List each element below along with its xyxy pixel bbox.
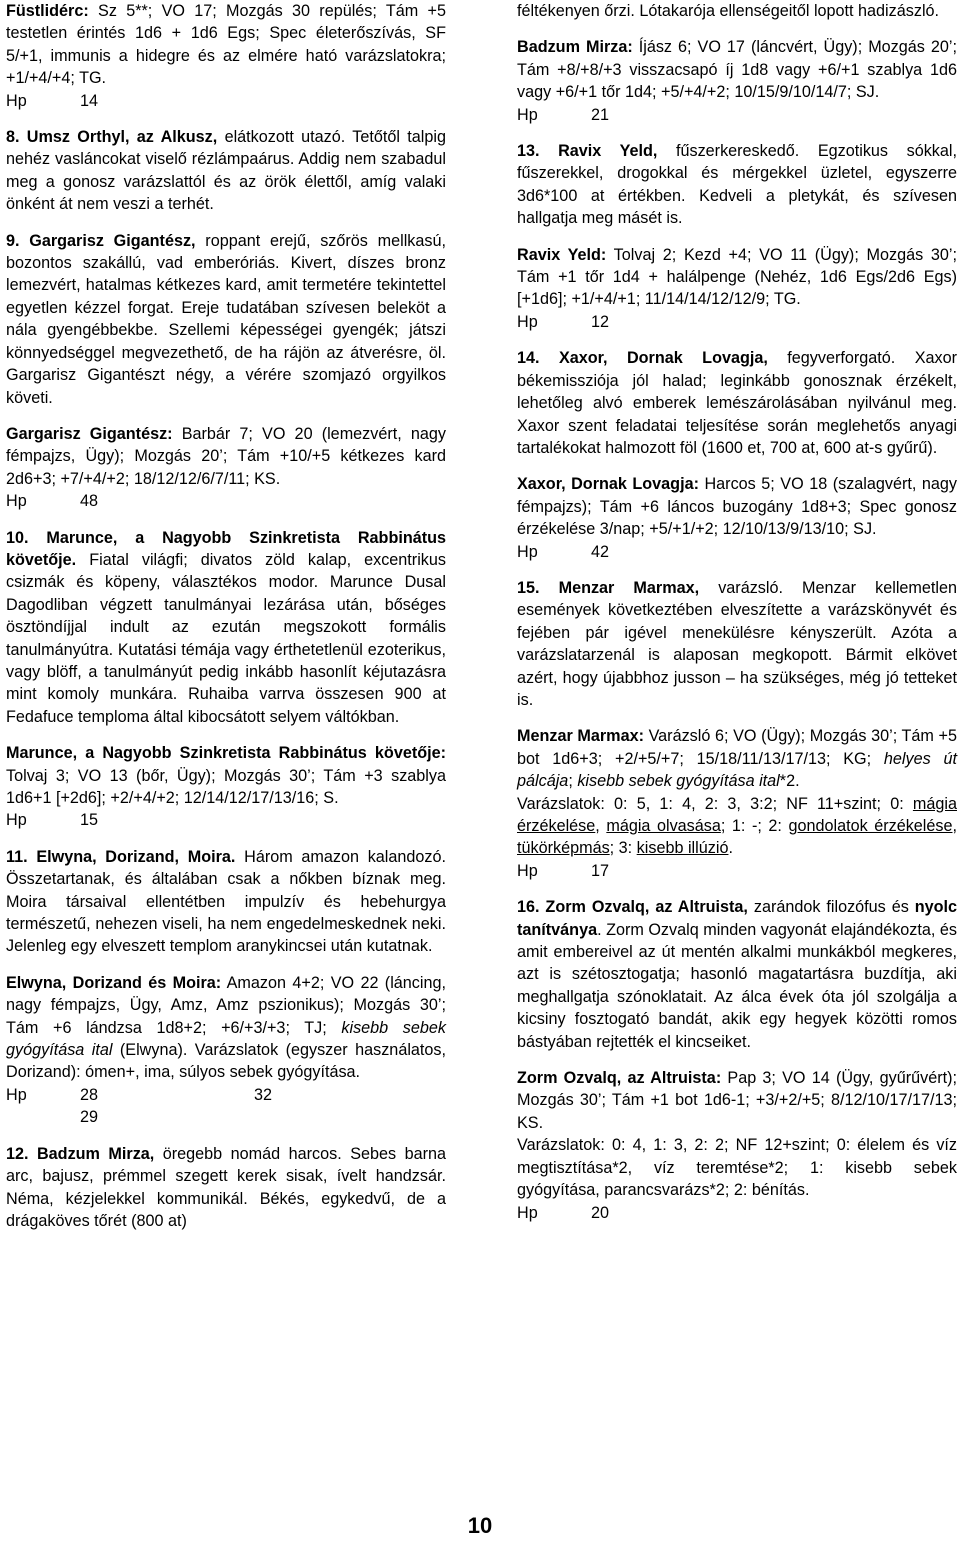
entry-12-continued: féltékenyen őrzi. Lótakarója ellenségeitől lopott hadizászló.: [517, 2, 940, 20]
entry-12: 12. Badzum Mirza, öregebb nomád harcos. Sebes barna arc, bajusz, prémmel szegett kerek sisak, ívelt handzsár. Néma, kézjelekkel kommunikál. Békés, egykedvű, de a drágaköves tőrét (800 at): [6, 1144, 446, 1230]
entry-8: 8. Umsz Orthyl, az Alkusz, elátkozott utazó. Tetőtől talpig nehéz vasláncokat viselő rézlámpaárus. Addig nem szabadul meg a gonosz varázslattól és az örök élettől, amíg valaki önként át nem veszi a terhét.: [6, 128, 446, 214]
hp-line: Hp 17: [517, 861, 610, 880]
hp-line-extra: 29: [80, 1108, 99, 1127]
stat-block-amazons: Elwyna, Dorizand és Moira: Amazon 4+2; VO 22 (láncing, nagy fémpajzs, Ügy, Amz, Amz pszionikus); Mozgás 30’; Tám +6 lándzsa 1d8+2; +6/+3/+3; TJ; kisebb sebek gyógyítása ital (Elwyna). Varázslatok (egyszer használatos, Dorizand): ómen+, ima, súlyos sebek gyógyítása.: [6, 973, 447, 1082]
hp-line: Hp 42: [517, 542, 610, 561]
stat-block-zorm: Zorm Ozvalq, az Altruista: Pap 3; VO 14 (Ügy, gyűrűvért); Mozgás 30’; Tám +1 bot 1d6-1; +3/+2/+5; 8/12/10/17/17/13; KS.: [517, 1069, 957, 1132]
stat-block-menzar: Menzar Marmax: Varázsló 6; VO (Ügy); Mozgás 30’; Tám +5 bot 1d6+3; +2/+5/+7; 15/18/11/13/17/13; KG; helyes út pálcája; kisebb sebek gyógyítása ital*2.: [517, 727, 957, 791]
stat-block-xaxor: Xaxor, Dornak Lovagja: Harcos 5; VO 18 (szalagvért, nagy fémpajzs); Tám +6 láncos buzogány 1d8+3; Spec gonosz érzékelése 3/nap; +5/+1/+2; 12/10/13/9/13/10; SJ.: [517, 475, 958, 539]
entry-13: 13. Ravix Yeld, fűszerkereskedő. Egzotikus sókkal, fűszerekkel, drogokkal és mérgekkel üzletel, egyszerre 3d6*100 at értékben. Kedveli a pletykát, és szívesen hallgatja meg másét is.: [517, 142, 957, 228]
stat-block-gargarisz: Gargarisz Gigantész: Barbár 7; VO 20 (lemezvért, nagy fémpajzs, Ügy); Mozgás 20’; Tám +10/+5 kétkezes kard 2d6+3; +7/+4/+2; 18/12/12/6/7/11; KS.: [6, 424, 446, 488]
hp-line: Hp 48: [6, 492, 99, 511]
entry-11: 11. Elwyna, Dorizand, Moira. Három amazon kalandozó. Összetartanak, és általában csak a nőkben bíznak meg. Moira társaival ellentétben impulzív és hebehurgya természetű, nehezen viseli, ha nem engedelmeskednek neki. Jelenleg egy elveszett templom aranykincsei után kutatnak.: [6, 847, 446, 956]
entry-16: 16. Zorm Ozvalq, az Altruista, zarándok filozófus és nyolc tanítványa. Zorm Ozvalq minden vagyonát elajándékozta, és amit embereivel az út mentén alkalmi munkákból megkeres, azt is szétosztogatja; hasonló magatartásra buzdítja, aki meghallgatja szónoklatait. Az álca évek óta jól szolgálja a kicsiny fosztogató bandát, akik egy hegyek közötti romos bástyában rejtették el kincseiket.: [517, 898, 957, 1051]
hp-line: Hp 14: [6, 91, 99, 110]
hp-line: Hp 15: [6, 811, 99, 830]
hp-line: Hp 20: [517, 1203, 610, 1222]
entry-10: 10. Marunce, a Nagyobb Szinkretista Rabbinátus követője. Fiatal világfi; divatos zöld kalap, excentrikus csizmák és köpeny, választékos modor. Marunce Dusal Dagodliban végzett tanulmányai lezárása után, bőséges ösztöndíjjal indult az ezután megszokott formális tanulmányútra. Kutatási témája vagy érthetetlenül ezoterikus, vagy blöff, a tanulmányút pedig inkább hasonlít kéjutazásra mint komoly munkára. Ruhaiba varrva összesen 900 at Fedafuce temploma által kibocsátott selyem váltókban.: [6, 528, 446, 726]
entry-14: 14. Xaxor, Dornak Lovagja, fegyverforgató. Xaxor békemissziója jól halad; leginkább gonosznak érzékelt, lehetőleg alvó emberek lemészárolásában nyilvánul meg. Xaxor szent feladatai teljesítése során meglehetős anyagi tartalékokat halmozott föl (1600 et, 700 at, 600 at-s gyűrű).: [517, 349, 957, 457]
entry-9: 9. Gargarisz Gigantész, roppant erejű, szőrös mellkasú, bozontos szakállú, vad emberóriás. Kivert, díszes bronz lemezvért, hatalmas kétkezes kard, amit termetére tekintettel egyetlen kézzel forgat. Ereje tudatában szívesen beleköt a nála gyengébbekbe. Szellemi képességei gyengék; játszi könnyedséggel megvezethető, de ha rájön az átverésre, öl. Gargarisz Gigantészt négy, a vérére szomjazó orgyilkos követi.: [6, 231, 446, 407]
stat-block-badzum: Badzum Mirza: Íjász 6; VO 17 (láncvért, Ügy); Mozgás 20’; Tám +8/+8/+3 visszacsapó íj 1d8 vagy +6/+1 szablya 1d6 vagy +6/+1 tőr 1d4; +5/+4/+2; 10/15/9/10/14/7; SJ.: [517, 38, 957, 102]
hp-line: Hp 28 32: [6, 1085, 273, 1104]
stat-block-ravix: Ravix Yeld: Tolvaj 2; Kezd +4; VO 11 (Ügy); Mozgás 30’; Tám +1 tőr 1d4 + halálpenge (Nehéz, 1d6 Egs/2d6 Egs) [+1d6]; +1/+4/+1; 11/14/14/12/12/9; TG.: [517, 245, 957, 309]
stat-block-marunce: Marunce, a Nagyobb Szinkretista Rabbinátus követője: Tolvaj 3; VO 13 (bőr, Ügy); Mozgás 30’; Tám +3 szablya 1d6+1 [+2d6]; +2/+4/+2; 12/14/12/17/13/16; S.: [6, 744, 446, 807]
spell-list-zorm: Varázslatok: 0: 4, 1: 3, 2: 2; NF 12+szint; 0: élelem és víz megtisztítása*2, víz teremtése*2; 1: kisebb sebek gyógyítása, parancsvarázs*2; 2: bénítás.: [517, 1136, 957, 1200]
page-number: 10: [467, 1513, 493, 1538]
stat-block-fustliderc: Füstlidérc: Sz 5**; VO 17; Mozgás 30 repülés; Tám +5 testetlen érintés 1d6 + 1d6 Egs; Spec életerőszívás, SF 5/+1, immunis a hidegre és az elmére ható varázslatokra; +1/+4/+4; TG.: [6, 2, 446, 88]
hp-line: Hp 12: [517, 312, 610, 331]
hp-line: Hp 21: [517, 105, 610, 124]
right-column: [517, 0, 957, 1238]
left-column: [6, 0, 446, 1232]
entry-15: 15. Menzar Marmax, varázsló. Menzar kellemetlen események következtében elveszítette a varázskönyvét és fejében pár igével menekülésre kényszerült. Azóta a varázslatarzenál is alaposan megkopott. Bármit elkövet azért, hogy újabbhoz jusson – ha szükséges, még jó tetteket is.: [517, 578, 957, 709]
spell-list-menzar: Varázslatok: 0: 5, 1: 4, 2: 3, 3:2; NF 11+szint; 0: mágia érzékelése, mágia olvasása; 1: -; 2: gondolatok érzékelése, tükörképmás; 3: kisebb illúzió.: [517, 794, 957, 858]
